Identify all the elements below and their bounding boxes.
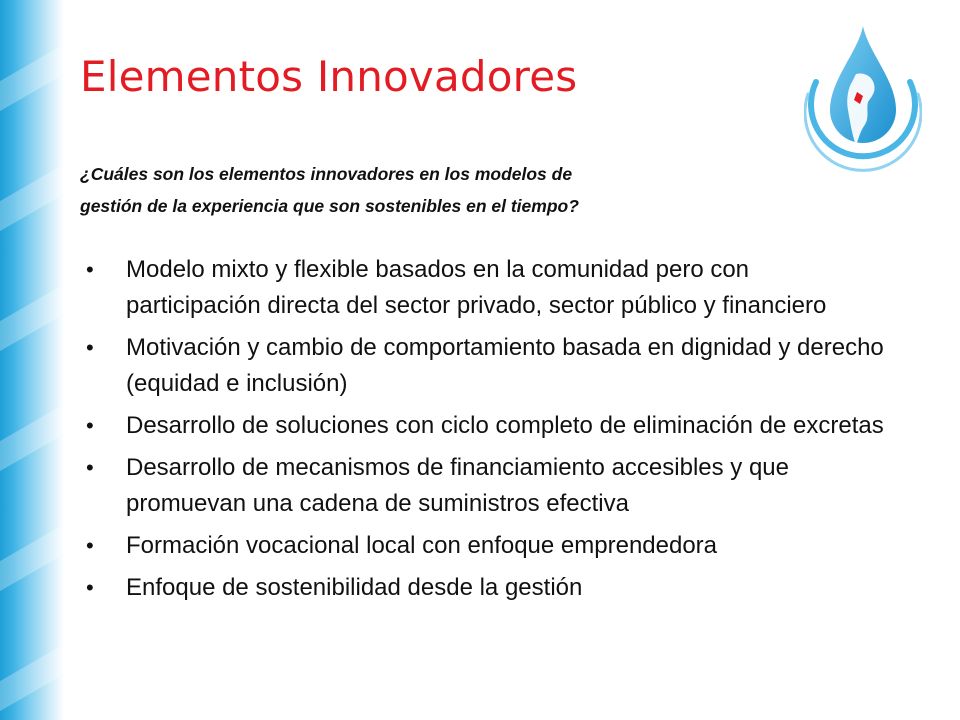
bullet-icon: • bbox=[86, 335, 94, 360]
left-decorative-band bbox=[0, 0, 64, 720]
bullet-icon: • bbox=[86, 455, 94, 480]
question-line-1: ¿Cuáles son los elementos innovadores en los modelos de bbox=[80, 164, 573, 184]
bullet-icon: • bbox=[86, 257, 94, 282]
bullet-item bbox=[86, 450, 886, 522]
bullet-icon: • bbox=[86, 575, 94, 600]
bullet-item bbox=[86, 528, 886, 564]
bullet-text: Modelo mixto y flexible basados en la comunidad pero con participación directa del sector privado, sector público y financiero bbox=[126, 256, 827, 319]
water-drop-latin-america-icon bbox=[804, 22, 922, 180]
bullet-item bbox=[86, 330, 886, 402]
bullet-icon: • bbox=[86, 413, 94, 438]
bullet-text: Desarrollo de soluciones con ciclo completo de eliminación de excretas bbox=[126, 412, 884, 439]
bullet-item bbox=[86, 252, 886, 324]
bullet-text: Motivación y cambio de comportamiento basada en dignidad y derecho (equidad e inclusión) bbox=[126, 334, 884, 397]
bullet-icon: • bbox=[86, 533, 94, 558]
bullet-item bbox=[86, 408, 886, 444]
question-line-2: gestión de la experiencia que son sostenibles en el tiempo? bbox=[80, 196, 579, 216]
bullet-text: Desarrollo de mecanismos de financiamiento accesibles y que promuevan una cadena de suministros efectiva bbox=[126, 454, 789, 517]
slide-title: Elementos Innovadores bbox=[80, 52, 578, 101]
bullet-list bbox=[86, 252, 886, 612]
bullet-item bbox=[86, 570, 886, 606]
bullet-text: Enfoque de sostenibilidad desde la gestión bbox=[126, 574, 583, 601]
bullet-text: Formación vocacional local con enfoque emprendedora bbox=[126, 532, 718, 559]
question-text bbox=[80, 158, 780, 222]
